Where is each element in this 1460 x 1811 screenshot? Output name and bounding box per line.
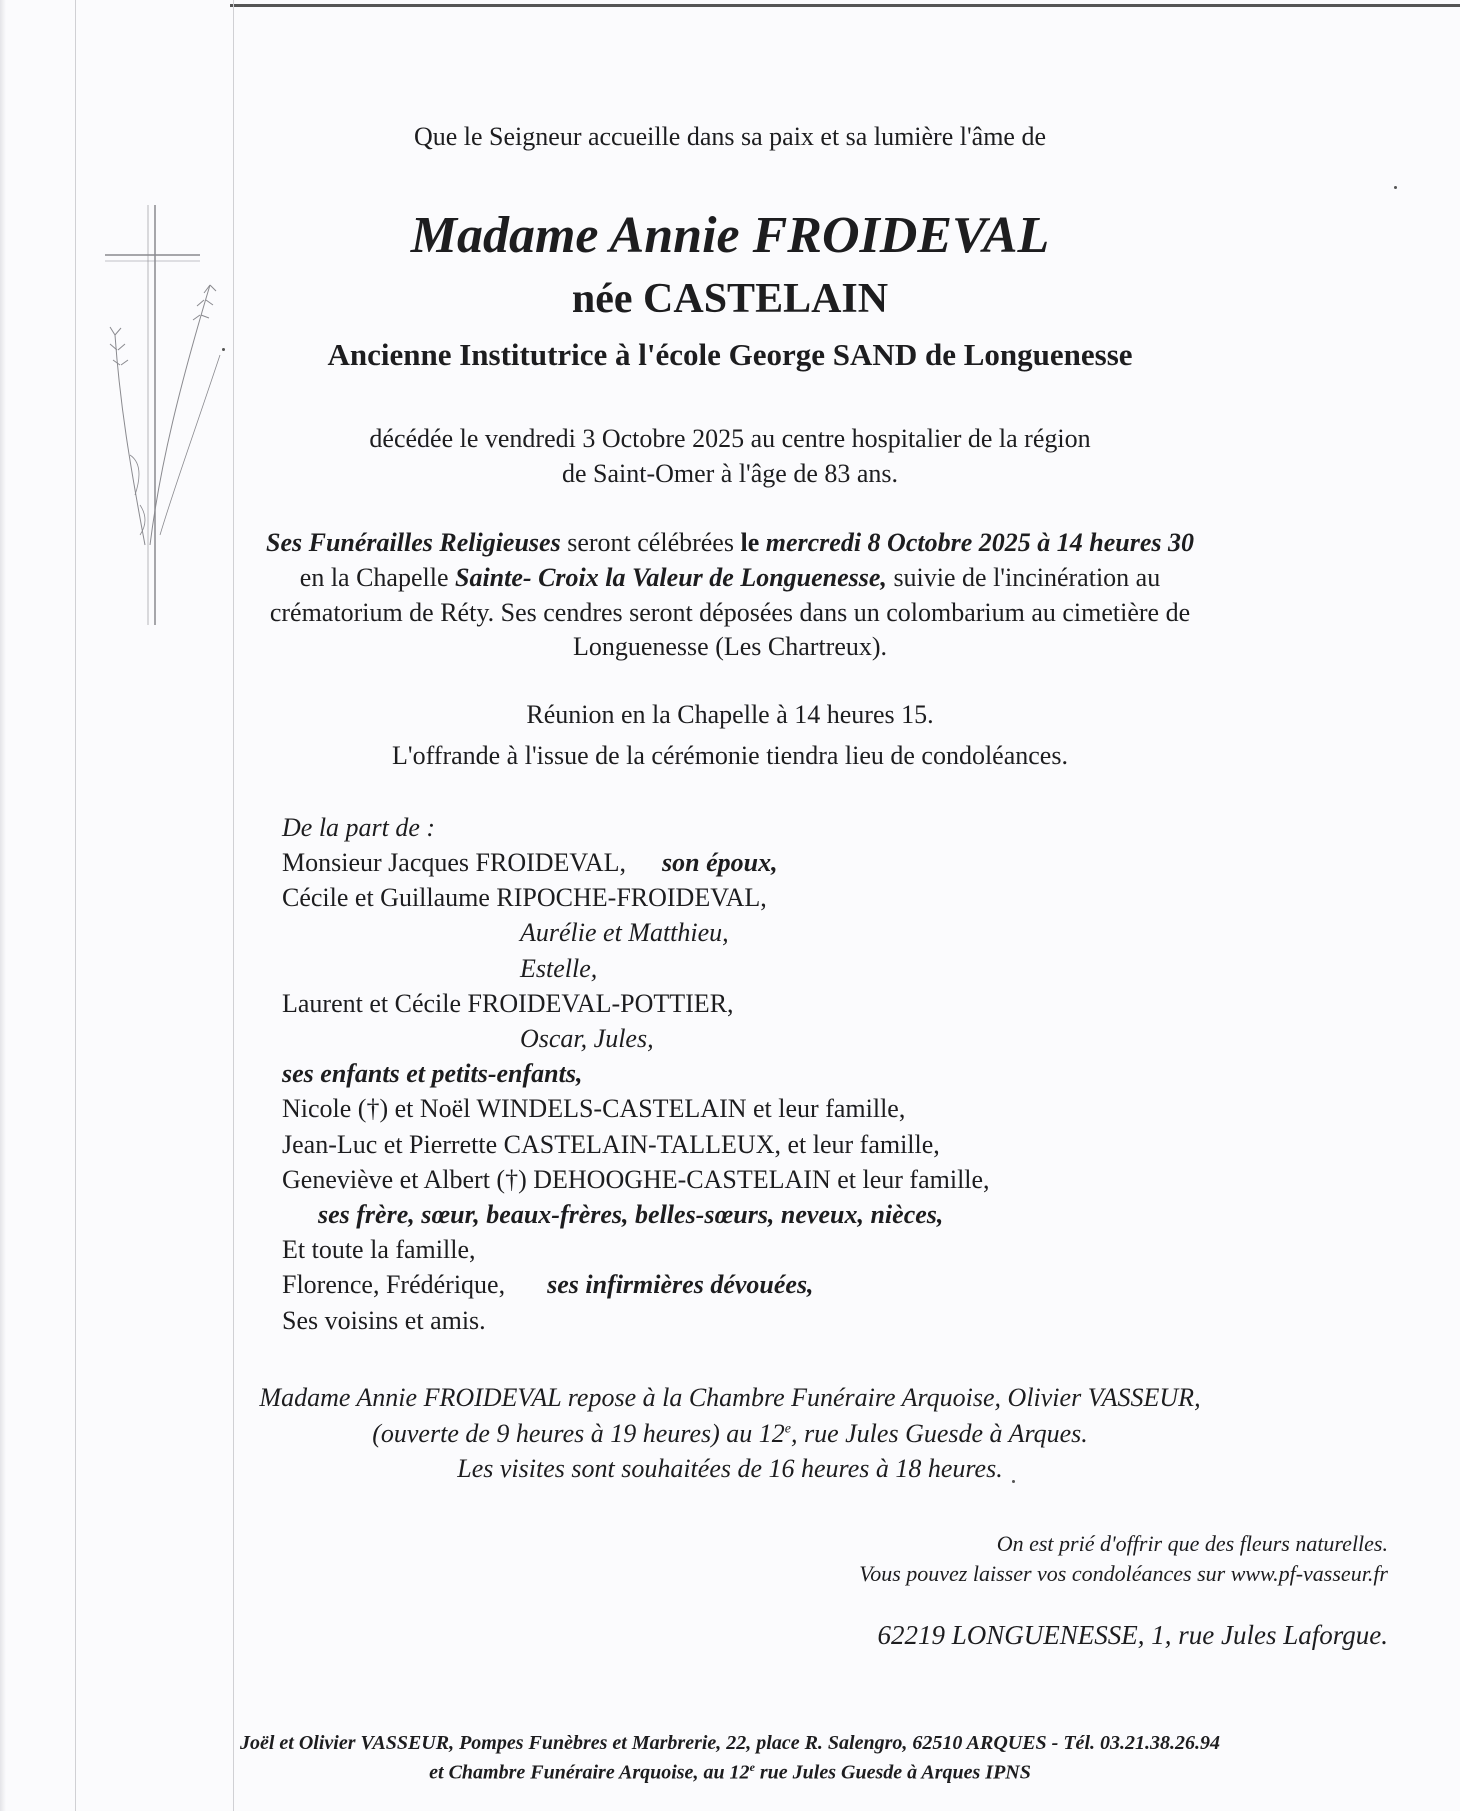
occupation: Ancienne Institutrice à l'école George SAND de Longuenesse [327,337,1133,372]
family-line [282,1270,814,1300]
rest-text: , rue Jules Guesde à Arques. [790,1419,1088,1448]
funeral-date: mercredi 8 Octobre 2025 à 14 heures 30 [759,528,1194,557]
family-line: Ses voisins et amis. [282,1306,486,1335]
family-line: Geneviève et Albert (†) DEHOOGHE-CASTELAIN et leur famille, [282,1165,990,1194]
funeral-line-1 [0,528,1460,558]
family-address: 62219 LONGUENESSE, 1, rue Jules Laforgue. [877,1620,1388,1650]
funeral-text: en la Chapelle [299,563,455,592]
top-rule [230,4,1460,7]
funeral-title: Ses Funérailles Religieuses [266,528,561,557]
funeral-line-4: Longuenesse (Les Chartreux). [572,632,888,661]
footer-line-1: Joël et Olivier VASSEUR, Pompes Funèbres et Marbrerie, 22, place R. Salengro, 62510 ARQUES - Tél. 03.21.38.26.94 [239,1732,1220,1754]
offering-line: L'offrande à l'issue de la cérémonie tiendra lieu de condoléances. [392,741,1068,770]
family-name: Monsieur Jacques FROIDEVAL, [282,848,626,877]
chapel-name: Sainte- Croix la Valeur de Longuenesse, [455,563,887,592]
condolences-note: Vous pouvez laisser vos condoléances sur www.pf-vasseur.fr [859,1561,1388,1586]
family-intro: De la part de : [282,813,436,842]
family-line: Estelle, [520,954,598,983]
funeral-le: le [740,528,760,557]
intro-prayer: Que le Seigneur accueille dans sa paix et sa lumière l'âme de [413,122,1047,151]
footer-line-2 [0,1760,1460,1785]
footer-superscript: e [749,1760,755,1774]
rest-line-2 [0,1419,1460,1449]
death-line-1: décédée le vendredi 3 Octobre 2025 au centre hospitalier de la région [369,424,1091,453]
margin-line-right [233,0,234,1811]
footer-text: rue Jules Guesde à Arques IPNS [754,1761,1031,1784]
family-relation: ses infirmières dévouées, [547,1270,814,1299]
funeral-line-3: crématorium de Réty. Ses cendres seront déposées dans un colombarium au cimetière de [269,598,1191,627]
funeral-text: suivie de l'incinération au [886,563,1161,592]
maiden-name: née CASTELAIN [571,276,889,322]
rest-text: (ouverte de 9 heures à 19 heures) au 12 [372,1419,785,1448]
family-line: Aurélie et Matthieu, [520,918,729,947]
family-line [282,848,778,878]
flowers-note: On est prié d'offrir que des fleurs naturelles. [996,1531,1388,1556]
death-line-2: de Saint-Omer à l'âge de 83 ans. [561,459,899,488]
family-line: Nicole (†) et Noël WINDELS-CASTELAIN et leur famille, [282,1094,906,1123]
rest-line-3: Les visites sont souhaitées de 16 heures à 18 heures. [457,1454,1003,1483]
margin-line-left [75,0,76,1811]
funeral-text: seront célébrées [560,528,741,557]
family-line: Oscar, Jules, [520,1024,654,1053]
meeting-line: Réunion en la Chapelle à 14 heures 15. [526,700,934,729]
family-relation-line: ses enfants et petits-enfants, [282,1059,583,1088]
footer-text: et Chambre Funéraire Arquoise, au 12 [429,1761,750,1784]
family-line: Et toute la famille, [282,1235,476,1264]
deceased-name: Madame Annie FROIDEVAL [410,207,1050,264]
scan-edge-shadow [0,0,6,1811]
family-relation: son époux, [662,848,778,877]
family-name: Florence, Frédérique, [282,1270,506,1299]
family-line: Cécile et Guillaume RIPOCHE-FROIDEVAL, [282,883,767,912]
family-line: Laurent et Cécile FROIDEVAL-POTTIER, [282,989,734,1018]
rest-superscript: e [784,1421,791,1437]
family-line: Jean-Luc et Pierrette CASTELAIN-TALLEUX, et leur famille, [282,1130,940,1159]
funeral-line-2 [0,563,1460,593]
scan-speck [1394,186,1397,189]
family-relation-line: ses frère, sœur, beaux-frères, belles-sœurs, neveux, nièces, [318,1200,944,1229]
rest-line-1: Madame Annie FROIDEVAL repose à la Chambre Funéraire Arquoise, Olivier VASSEUR, [259,1383,1201,1412]
